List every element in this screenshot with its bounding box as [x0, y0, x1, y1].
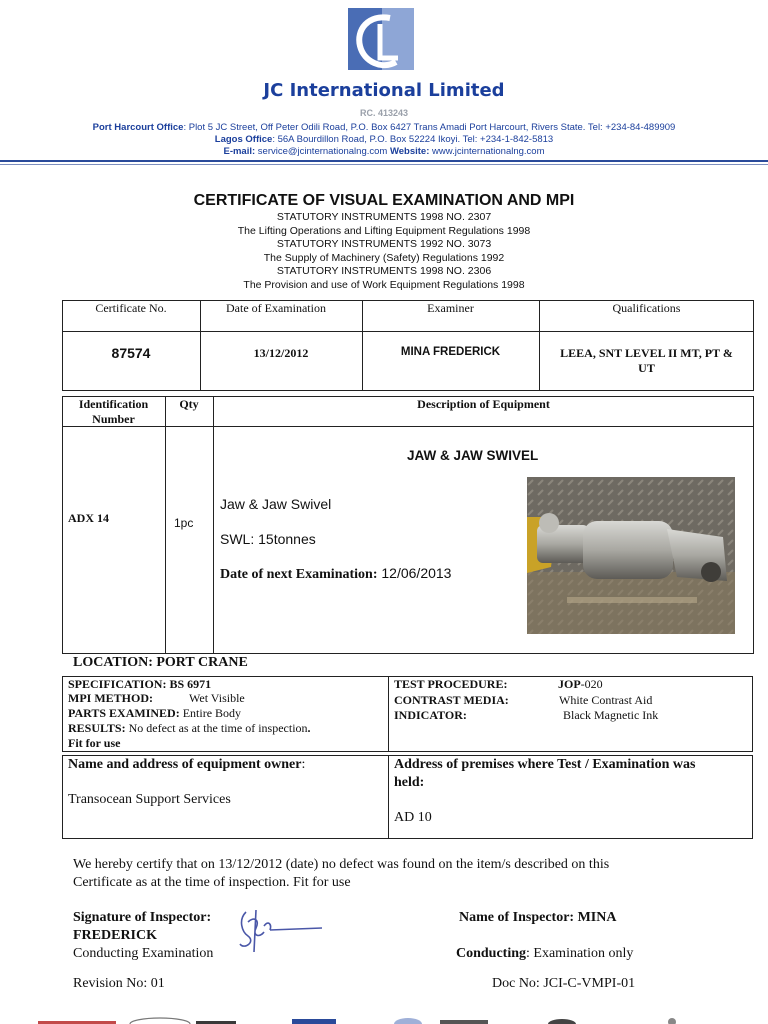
- next-exam-label: Date of next Examination:: [220, 567, 378, 582]
- registration-number: RC. 413243: [359, 108, 409, 118]
- examiner-name: MINA FREDERICK: [400, 346, 501, 358]
- qualifications-line-2: UT: [638, 361, 655, 375]
- premises-value: AD 10: [394, 810, 432, 825]
- header-certificate-no: Certificate No.: [95, 301, 167, 315]
- contact-line: [0, 146, 768, 158]
- accreditation-logos: [0, 1012, 768, 1024]
- certify-line-2: Certificate as at the time of inspection. Fit for use: [73, 875, 351, 890]
- document-number: Doc No: JCI-C-VMPI-01: [492, 976, 636, 991]
- results-dot: .: [307, 721, 311, 735]
- safe-working-load: SWL: 15tonnes: [220, 531, 316, 547]
- lagos-text: : 56A Bourdillon Road, P.O. Box 52224 Ikoyi. Tel: +234-1-842-5813: [272, 134, 554, 145]
- website-link[interactable]: www.jcinternationalng.com: [429, 146, 545, 157]
- quantity: 1pc: [174, 516, 194, 530]
- port-harcourt-address: [0, 122, 768, 134]
- regulation-line: The Provision and use of Work Equipment Regulations 1998: [243, 278, 525, 291]
- header-identification: Identification: [78, 397, 149, 411]
- signature-image: [234, 906, 326, 954]
- premises-label-line-1: Address of premises where Test / Examination was: [394, 757, 696, 772]
- table-divider: [62, 331, 754, 332]
- premises-label-line-2: held:: [394, 775, 425, 790]
- lagos-address: [0, 134, 768, 146]
- signature-label: Signature of Inspector:: [73, 910, 212, 925]
- examination-date: 13/12/2012: [253, 346, 309, 360]
- header-description: Description of Equipment: [417, 397, 550, 411]
- conducting-type: [456, 946, 633, 962]
- equipment-photo: [527, 477, 735, 634]
- test-procedure-number: -020: [580, 677, 603, 691]
- table-divider: [165, 396, 166, 654]
- owner-value: Transocean Support Services: [68, 792, 231, 807]
- results: [68, 721, 311, 736]
- header-number: Number: [92, 412, 135, 426]
- inspector-name-value: MINA: [574, 910, 617, 925]
- results-label: RESULTS:: [68, 721, 126, 735]
- indicator-label: INDICATOR:: [394, 708, 467, 722]
- next-exam-date: 12/06/2013: [377, 565, 452, 581]
- regulation-line: STATUTORY INSTRUMENTS 1992 NO. 3073: [276, 238, 492, 250]
- header-rule: [0, 160, 768, 162]
- qualifications-line-1: LEEA, SNT LEVEL II MT, PT &: [560, 346, 733, 360]
- parts-examined: [68, 706, 241, 721]
- contrast-media-value: White Contrast Aid: [559, 693, 653, 707]
- mpi-method-label: MPI METHOD:: [68, 691, 153, 705]
- table-divider: [388, 676, 389, 752]
- owner-label: Name and address of equipment owner: [68, 757, 302, 772]
- port-harcourt-label: Port Harcourt Office: [92, 122, 184, 133]
- header-qty: Qty: [179, 397, 199, 411]
- inspector-name-label: Name of Inspector:: [459, 910, 575, 925]
- parts-label: PARTS EXAMINED:: [68, 706, 180, 720]
- fit-for-use: Fit for use: [68, 736, 121, 750]
- conducting-label: Conducting: [456, 946, 527, 961]
- header-rule-thin: [0, 164, 768, 165]
- equipment-heading: JAW & JAW SWIVEL: [407, 448, 539, 463]
- certificate-number: 87574: [111, 345, 151, 361]
- table-divider: [213, 396, 214, 654]
- company-name: JC International Limited: [263, 80, 505, 101]
- website-label: Website:: [389, 146, 430, 157]
- equipment-name: Jaw & Jaw Swivel: [220, 496, 332, 512]
- owner-colon: :: [301, 757, 306, 772]
- signature-name: FREDERICK: [73, 928, 158, 943]
- header-qualifications: Qualifications: [612, 301, 681, 315]
- parts-value: Entire Body: [179, 706, 242, 720]
- table-divider: [388, 755, 389, 839]
- header-examiner: Examiner: [427, 301, 474, 315]
- regulation-line: The Lifting Operations and Lifting Equipment Regulations 1998: [237, 224, 531, 237]
- test-procedure-value: [558, 677, 603, 692]
- specification: SPECIFICATION: BS 6971: [68, 677, 212, 691]
- inspector-name: [459, 910, 616, 926]
- next-examination: [220, 565, 451, 583]
- test-procedure-label: TEST PROCEDURE:: [394, 677, 508, 691]
- regulation-line: STATUTORY INSTRUMENTS 1998 NO. 2306: [276, 265, 492, 277]
- identification-number: ADX 14: [68, 511, 109, 525]
- header-date-of-examination: Date of Examination: [226, 301, 326, 315]
- certificate-title: CERTIFICATE OF VISUAL EXAMINATION AND MPI: [193, 192, 575, 209]
- revision-number: Revision No: 01: [73, 976, 165, 991]
- conducting-examination: Conducting Examination: [73, 946, 214, 961]
- conducting-value: : Examination only: [526, 946, 634, 961]
- location: LOCATION: PORT CRANE: [73, 655, 248, 670]
- port-harcourt-text: : Plot 5 JC Street, Off Peter Odili Road, P.O. Box 6427 Trans Amadi Port Harcourt, Rivers State. Tel: +234-84-489909: [183, 122, 676, 133]
- certify-line-1: We hereby certify that on 13/12/2012 (date) no defect was found on the item/s described on this: [73, 857, 610, 872]
- owner-heading: [68, 757, 305, 773]
- regulation-line: The Supply of Machinery (Safety) Regulations 1992: [263, 251, 505, 264]
- email-label: E-mail:: [223, 146, 256, 157]
- lagos-label: Lagos Office: [214, 134, 273, 145]
- contrast-media-label: CONTRAST MEDIA:: [394, 693, 509, 707]
- email-link[interactable]: service@jcinternationalng.com: [255, 146, 390, 157]
- regulation-line: STATUTORY INSTRUMENTS 1998 NO. 2307: [276, 211, 492, 223]
- mpi-method-value: Wet Visible: [189, 691, 245, 705]
- test-procedure-code: JOP: [558, 677, 581, 691]
- results-value: No defect as at the time of inspection: [125, 721, 308, 735]
- company-logo: [346, 6, 416, 76]
- indicator-value: Black Magnetic Ink: [563, 708, 659, 722]
